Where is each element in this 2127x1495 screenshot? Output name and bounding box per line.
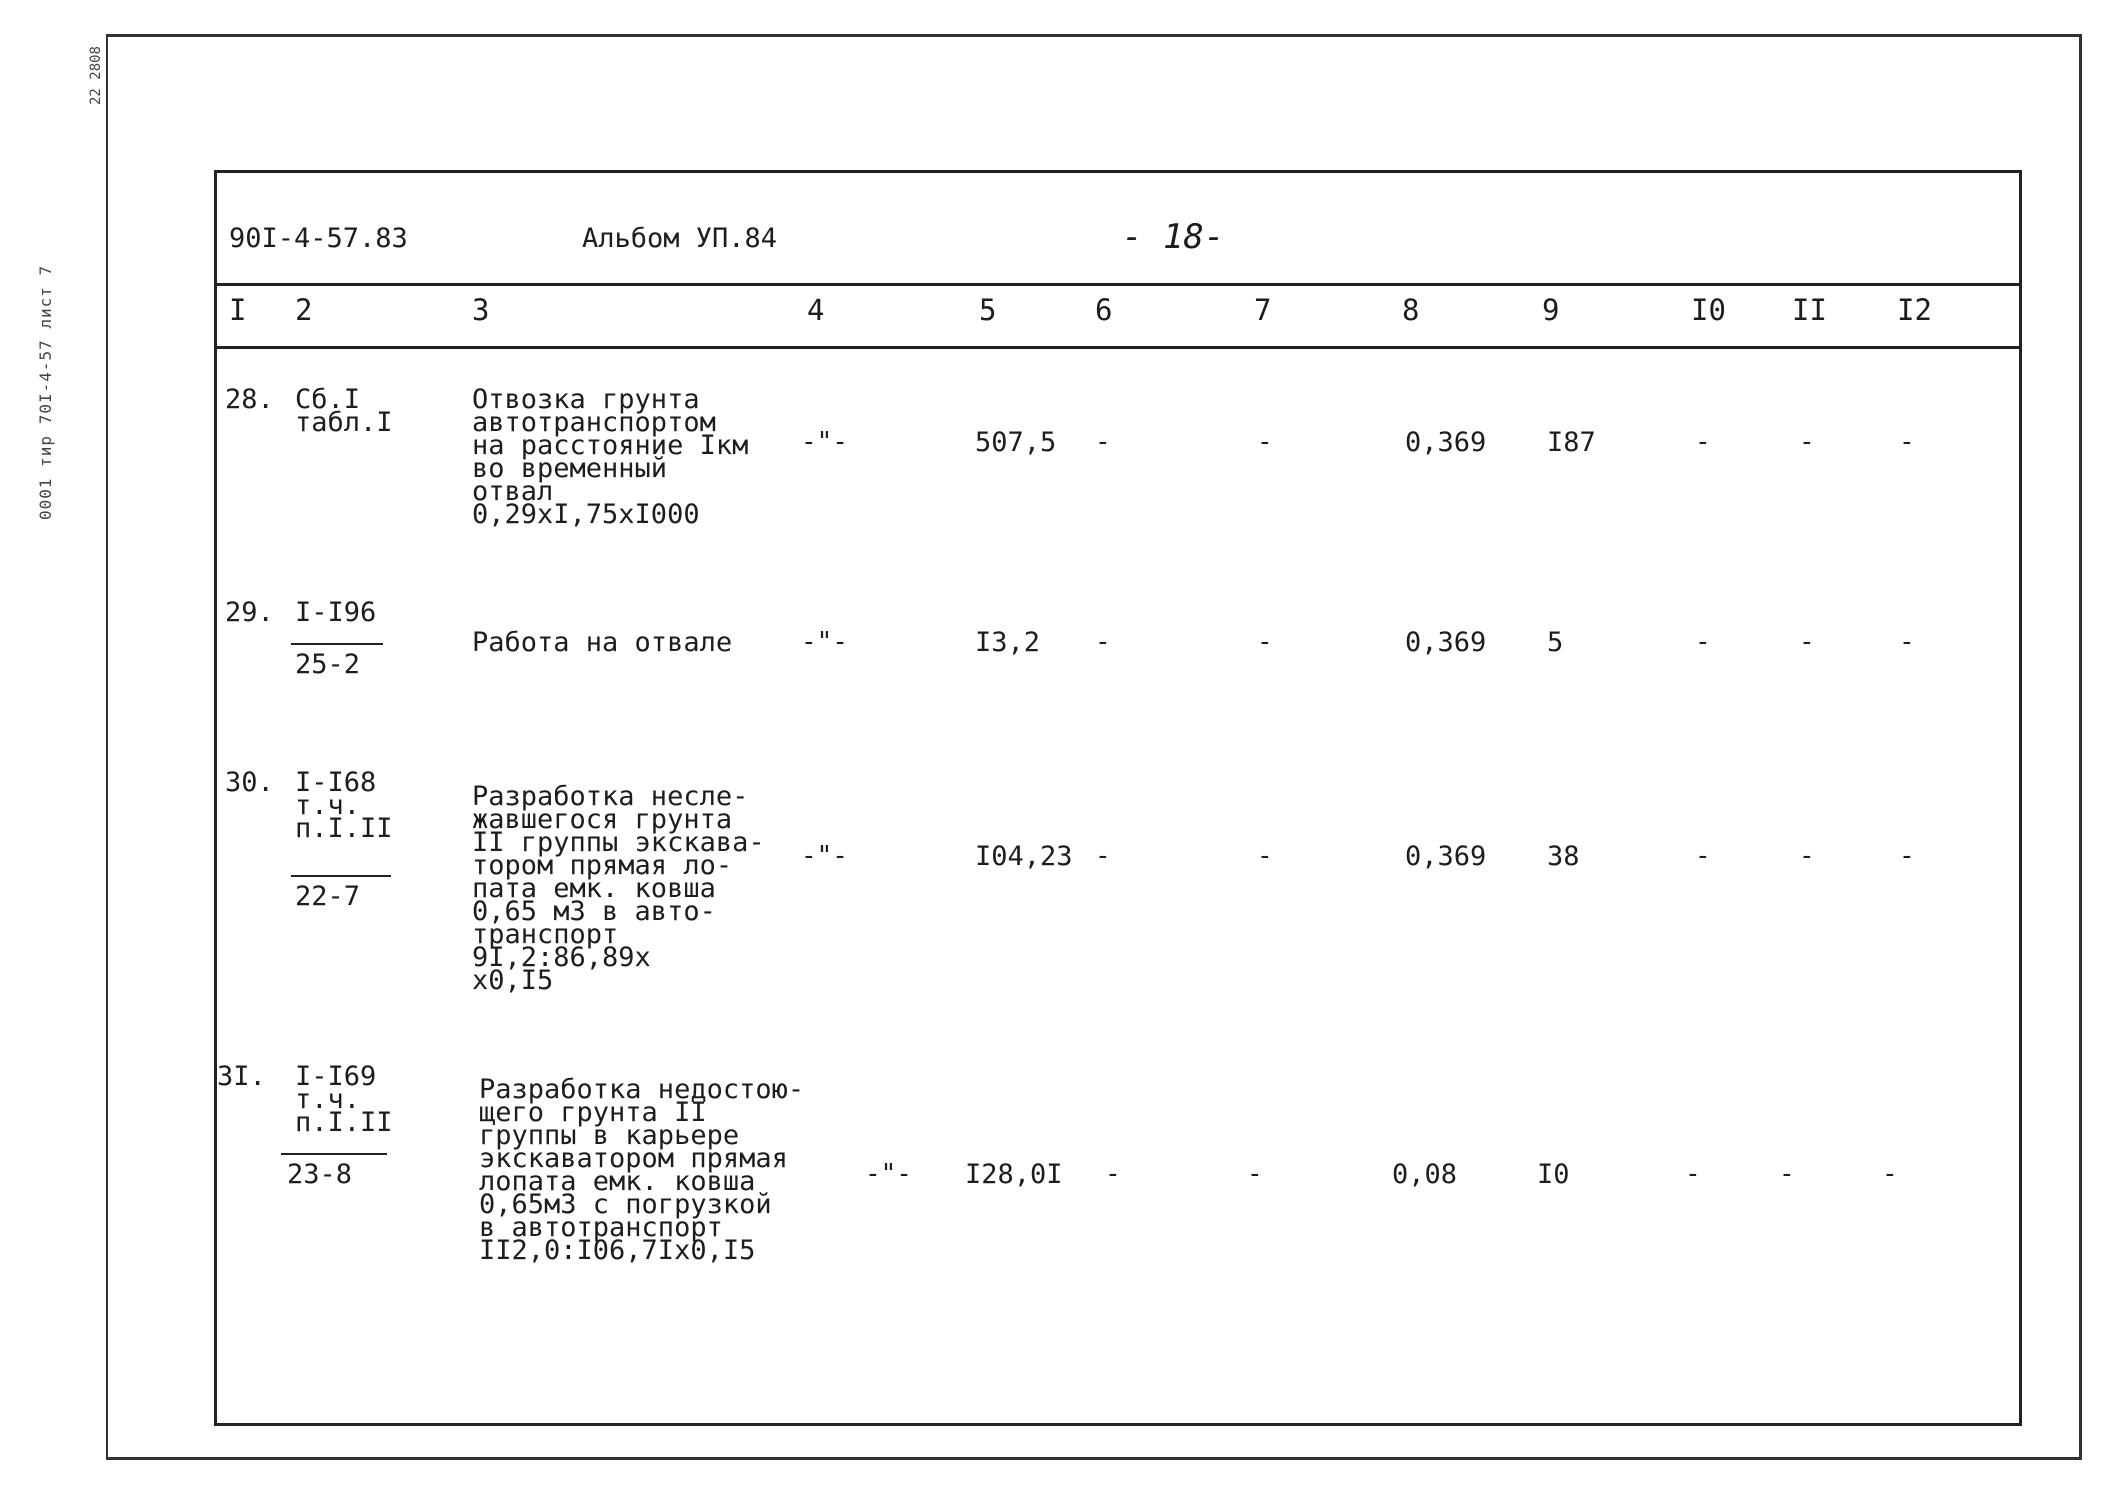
row-col10: - <box>1695 427 1711 457</box>
row-col7: - <box>1257 427 1273 457</box>
row-col6: - <box>1105 1159 1121 1189</box>
row-col9: I0 <box>1537 1159 1570 1190</box>
row-col7: - <box>1257 627 1273 657</box>
row-col9: 38 <box>1547 841 1580 872</box>
side-stamp: 0001 тир 70I-4-57 лист 7 <box>36 264 55 520</box>
row-reference-norm: 25-2 <box>295 649 361 680</box>
row-number: 3I. <box>217 1061 266 1092</box>
fraction-line <box>281 1153 387 1155</box>
col-5-header: 5 <box>979 293 997 327</box>
row-reference-norm: 23-8 <box>287 1159 353 1190</box>
row-number: 28. <box>225 384 274 415</box>
row-col8: 0,369 <box>1405 841 1487 872</box>
row-quantity: I04,23 <box>975 841 1073 872</box>
row-col7: - <box>1257 841 1273 871</box>
row-description: Разработка несле- жавшегося грунта II группы экскава- тором прямая ло- пата емк. ковша 0,65 м3 в авто- транспорт 9I,2:86,89х х0,I5 <box>472 781 765 996</box>
row-number: 29. <box>225 597 274 628</box>
row-col11: - <box>1779 1159 1795 1189</box>
row-col8: 0,08 <box>1392 1159 1458 1190</box>
row-col8: 0,369 <box>1405 627 1487 658</box>
header-divider <box>217 283 2019 286</box>
page-number: - 18- <box>1122 217 1225 257</box>
row-description: Отвозка грунта автотранспортом на расстояние Iкм во временный отвал 0,29хI,75хI000 <box>472 384 749 530</box>
doc-code: 90I-4-57.83 <box>229 223 408 254</box>
row-quantity: I3,2 <box>975 627 1041 658</box>
col-9-header: 9 <box>1542 293 1560 327</box>
row-col9: 5 <box>1547 627 1564 658</box>
row-col10: - <box>1695 841 1711 871</box>
row-unit: -"- <box>801 627 848 657</box>
row-quantity: I28,0I <box>965 1159 1063 1190</box>
row-col10: - <box>1685 1159 1701 1189</box>
row-reference: Сб.I табл.I <box>295 384 393 438</box>
row-col12: - <box>1899 627 1915 657</box>
col-11-header: II <box>1792 293 1827 327</box>
row-col10: - <box>1695 627 1711 657</box>
album-label: Альбом УП.84 <box>582 223 778 254</box>
row-col12: - <box>1899 427 1915 457</box>
row-col6: - <box>1095 427 1111 457</box>
row-col7: - <box>1247 1159 1263 1189</box>
col-2-header: 2 <box>295 293 313 327</box>
col-6-header: 6 <box>1095 293 1113 327</box>
row-col12: - <box>1899 841 1915 871</box>
archive-number: 22 2808 <box>88 46 104 106</box>
fraction-line <box>291 875 391 877</box>
row-reference: I-I68 т.ч. п.I.II <box>295 767 393 844</box>
row-col11: - <box>1799 627 1815 657</box>
row-col11: - <box>1799 841 1815 871</box>
row-unit: -"- <box>801 841 848 871</box>
row-col12: - <box>1882 1159 1898 1189</box>
row-description: Разработка недостою- щего грунта II группы в карьере экскаватором прямая лопата емк. ковша 0,65м3 с погрузкой в автотранспорт II2,0:I06,7Iх0,I5 <box>479 1074 805 1266</box>
row-col6: - <box>1095 627 1111 657</box>
row-col11: - <box>1799 427 1815 457</box>
col-7-header: 7 <box>1254 293 1272 327</box>
row-col8: 0,369 <box>1405 427 1487 458</box>
col-4-header: 4 <box>807 293 825 327</box>
row-reference: I-I69 т.ч. п.I.II <box>295 1061 393 1138</box>
row-unit: -"- <box>801 427 848 457</box>
row-quantity: 507,5 <box>975 427 1057 458</box>
document-sheet <box>214 170 2022 1426</box>
row-col6: - <box>1095 841 1111 871</box>
row-reference: I-I96 <box>295 597 377 628</box>
row-unit: -"- <box>865 1159 912 1189</box>
fraction-line <box>291 643 383 645</box>
row-description: Работа на отвале <box>472 627 733 658</box>
col-12-header: I2 <box>1897 293 1932 327</box>
columns-divider <box>217 346 2019 349</box>
row-number: 30. <box>225 767 274 798</box>
col-3-header: 3 <box>472 293 490 327</box>
row-col9: I87 <box>1547 427 1596 458</box>
col-10-header: I0 <box>1691 293 1726 327</box>
col-1-header: I <box>229 293 247 327</box>
row-reference-norm: 22-7 <box>295 881 361 912</box>
col-8-header: 8 <box>1402 293 1420 327</box>
